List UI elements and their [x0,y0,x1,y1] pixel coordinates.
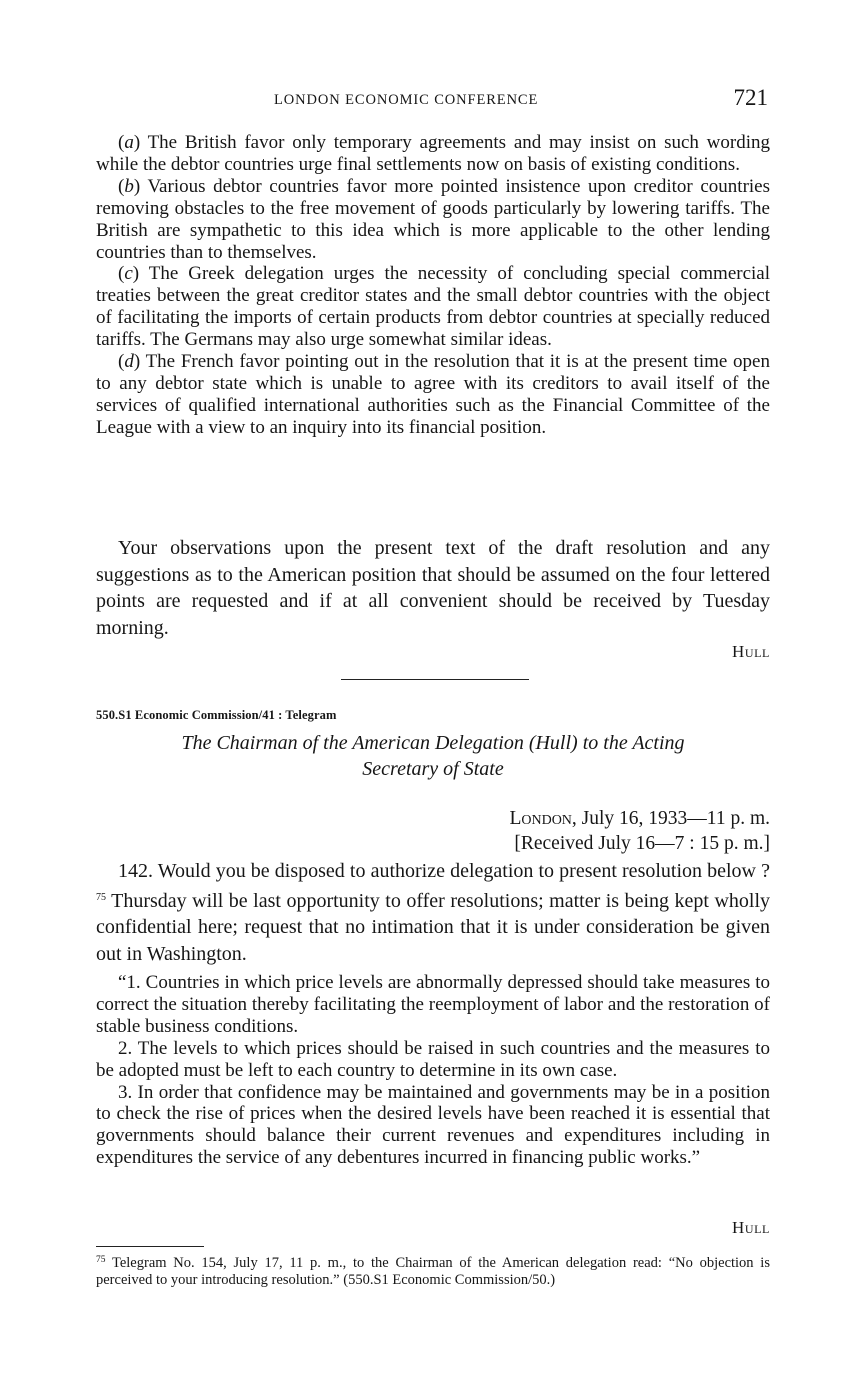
title-line-2: Secretary of State [362,758,504,780]
file-reference: 550.S1 Economic Commission/41 : Telegram [96,708,337,722]
lettered-points [96,132,770,439]
dateline-place: London [509,808,572,829]
received-line: [Received July 16—7 : 15 p. m.] [514,833,770,854]
footnote [96,1252,770,1288]
closing-paragraph: Your observations upon the present text of the draft resolution and any suggestions as to the American position that should be assumed on the four lettered points are requested and if at all convenient should be received by Tuesday morning. [96,537,770,639]
section-divider [341,679,529,680]
resolution-item-2: 2. The levels to which prices should be raised in such countries and the measures to be adopted must be left to each country to determine in its own case. [96,1037,770,1081]
title-line-1: The Chairman of the American Delegation (Hull) to the Acting [181,732,685,754]
dateline [509,806,770,856]
page-header [96,86,768,116]
point-c: (c) The Greek delegation urges the necessity of concluding special commercial treaties between the great creditor states and the small debtor countries with the object of facilitating the imports of certain products from debtor countries at specially reduced tariffs. The Germans may also urge somewhat similar ideas. [96,263,770,351]
telegram-intro: 142. Would you be disposed to authorize delegation to present resolution below ? $^{75}$ Thursday will be last opportunity to offer resolutions; matter is being kept wholly confidential here; request that no intimation that it is under consideration be given out in Washington. [96,860,770,965]
resolution-text [96,972,770,1169]
document-title [96,730,770,782]
running-title: LONDON ECONOMIC CONFERENCE [274,92,539,108]
signature-second: Hull [731,1218,770,1237]
footnote-marker: 75 [96,1255,106,1265]
point-b: (b) Various debtor countries favor more pointed insistence upon creditor countries removing obstacles to the free movement of goods particularly by lowering tariffs. The British are sympathetic to this idea which is more applicable to the other lending countries than to themselves. [96,175,771,263]
resolution-item-1: “1. Countries in which price levels are abnormally depressed should take measures to correct the situation thereby facilitating the reemployment of labor and the restoration of stable business conditions. [96,972,770,1037]
footnote-rule [96,1246,204,1247]
page-number: 721 [733,85,768,110]
resolution-item-3: 3. In order that confidence may be maintained and governments may be in a position to check the rise of prices when the desired levels have been reached it is essential that governments should balance their current revenues and expenditures including in expenditures the service of any debentures incurred in financing public works.” [96,1081,770,1169]
signature-first: Hull [731,642,770,661]
footnote-reference: 75 [96,891,106,903]
dateline-date: , July 16, 1933—11 p. m. [571,808,770,829]
point-d: (d) The French favor pointing out in the resolution that it is at the present time open to any debtor state which is unable to agree with its creditors to avail itself of the services of qualified international authorities such as the Financial Committee of the League with a view to an inquiry into its financial position. [96,351,770,438]
point-a: (a) The British favor only temporary agreements and may insist on such wording while the debtor countries urge final settlements now on basis of existing conditions. [96,132,771,175]
footnote-text: Telegram No. 154, July 17, 11 p. m., to the Chairman of the American delegation read: “No objection is perceived to your introducing resolution.” (550.S1 Economic Commission/50.) [96,1255,770,1288]
